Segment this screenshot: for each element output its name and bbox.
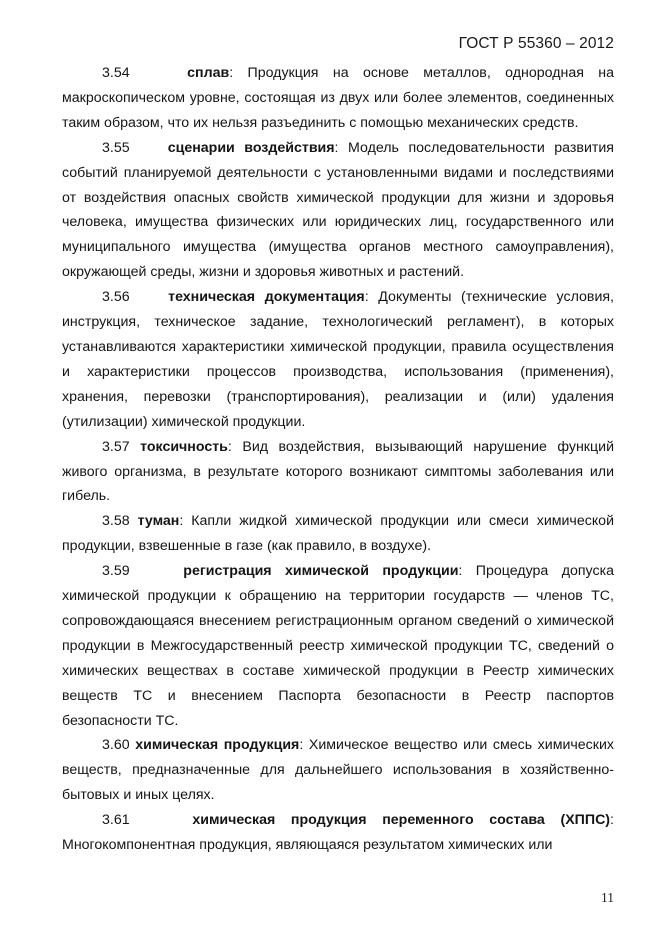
entry-term: токсичность	[140, 438, 228, 455]
entry-number: 3.57	[102, 438, 130, 455]
entry-definition: Процедура допуска химической продукции к обращению на территории государств — членов ТС, сопровождающаяся внесением регистрационным органом сведений о химической продукции в Межгосударственный реестр химической продукции ТС, сведений о химических веществах в составе химической продукции в Реестр химических веществ ТС и внесением Паспорта безопасности в Реестр паспортов безопасности ТС.	[62, 563, 614, 729]
definition-entry: 3.61 химическая продукция переменного состава (ХППС): Многокомпонентная продукция, являющаяся результатом химических или	[62, 812, 614, 854]
entry-number: 3.59	[102, 563, 130, 580]
definition-entry: 3.55 сценарии воздействия: Модель последовательности развития событий планируемой деятельности с установленными видами и последствиями от воздействия опасных свойств химической продукции для жизни и здоровья человека, имущества физических или юридических лиц, государственного или муниципального имущества (имущества органов местного самоуправления), окружающей среды, жизни и здоровья животных и растений.	[62, 139, 614, 281]
entry-term: техническая документация	[168, 289, 365, 306]
page-number: 11	[601, 890, 614, 905]
entry-number: 3.61	[102, 812, 130, 829]
standard-designation: ГОСТ Р 55360 – 2012	[458, 35, 614, 52]
definition-entry: 3.58 туман: Капли жидкой химической продукции или смеси химической продукции, взвешенные в газе (как правило, в воздухе).	[62, 513, 614, 555]
entry-term: сценарии воздействия	[167, 139, 335, 156]
entry-number: 3.58	[102, 513, 130, 530]
entry-term: туман	[137, 513, 180, 530]
entry-number: 3.55	[102, 139, 130, 156]
entry-term: сплав	[187, 65, 230, 81]
entry-term: химическая продукция	[135, 737, 300, 754]
entry-definition: Многокомпонентная продукция, являющаяся результатом химических или	[62, 837, 553, 854]
entry-number: 3.54	[102, 65, 130, 81]
entry-term: химическая продукция переменного состава (ХППС)	[192, 812, 611, 829]
entry-term: регистрация химической продукции	[183, 563, 459, 580]
entry-number: 3.56	[102, 289, 130, 306]
definitions-text	[62, 61, 614, 858]
definition-entry: 3.56 техническая документация: Документы (технические условия, инструкция, техническое задание, технологический регламент), в которых устанавливаются характеристики химической продукции, правила осуществления и характеристики процессов производства, использования (применения), хранения, перевозки (транспортирования), реализации и (или) удаления (утилизации) химической продукции.	[62, 289, 615, 430]
entry-number: 3.60	[102, 737, 130, 754]
entry-definition: Продукция на основе металлов, однородная на макроскопическом уровне, состоящая из двух или более элементов, соединенных таким образом, что их нельзя разъединить с помощью механических средств.	[62, 65, 614, 131]
definition-entry: 3.59 регистрация химической продукции: Процедура допуска химической продукции к обращению на территории государств — членов ТС, сопровождающаяся внесением регистрационным органом сведений о химической продукции в Межгосударственный реестр химической продукции ТС, сведений о химических веществах в составе химической продукции в Реестр химических веществ ТС и внесением Паспорта безопасности в Реестр паспортов безопасности ТС.	[62, 563, 614, 729]
entry-definition: Модель последовательности развития событий планируемой деятельности с установленными видами и последствиями от воздействия опасных свойств химической продукции для жизни и здоровья человека, имущества физических или юридических лиц, государственного или муниципального имущества (имущества органов местного самоуправления), окружающей среды, жизни и здоровья животных и растений.	[62, 139, 614, 281]
definition-entry: 3.60 химическая продукция: Химическое вещество или смесь химических веществ, предназначенные для дальнейшего использования в хозяйственно-бытовых и иных целях.	[62, 737, 614, 804]
entry-definition: Химическое вещество или смесь химических веществ, предназначенные для дальнейшего использования в хозяйственно-бытовых и иных целях.	[62, 737, 614, 804]
entry-definition: Вид воздействия, вызывающий нарушение функций живого организма, в результате которого возникают симптомы заболевания или гибель.	[62, 438, 614, 505]
entry-definition: Капли жидкой химической продукции или смеси химической продукции, взвешенные в газе (как правило, в воздухе).	[62, 513, 614, 555]
definition-entry: 3.57 токсичность: Вид воздействия, вызывающий нарушение функций живого организма, в результате которого возникают симптомы заболевания или гибель.	[62, 438, 614, 505]
entry-definition: Документы (технические условия, инструкция, техническое задание, технологический регламент), в которых устанавливаются характеристики химической продукции, правила осуществления и характеристики процессов производства, использования (применения), хранения, перевозки (транспортирования), реализации и (или) удаления (утилизации) химической продукции.	[62, 289, 615, 430]
definition-entry: 3.54 сплав: Продукция на основе металлов, однородная на макроскопическом уровне, состоящая из двух или более элементов, соединенных таким образом, что их нельзя разъединить с помощью механических средств.	[62, 65, 614, 131]
